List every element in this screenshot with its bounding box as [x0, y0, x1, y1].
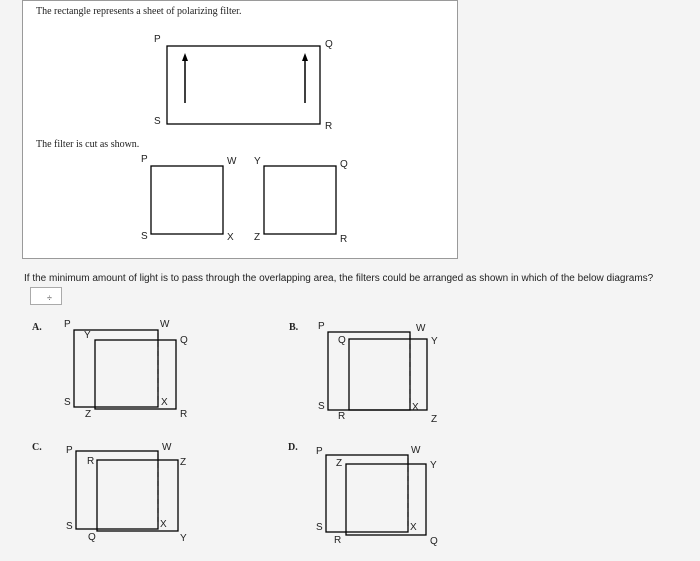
option-b-label-s: S — [318, 401, 325, 412]
option-a-label-x: X — [161, 397, 168, 408]
option-b-letter: B. — [289, 322, 299, 333]
option-c-label-q: Q — [88, 532, 96, 543]
option-c-label-y: Y — [180, 533, 187, 544]
cut-label-r: R — [340, 234, 348, 245]
question-text — [24, 270, 694, 307]
option-d-label-w: W — [411, 445, 421, 456]
option-c-label-r: R — [87, 456, 95, 467]
rect-label-q: Q — [325, 39, 333, 50]
option-c-label-z: Z — [180, 457, 187, 468]
option-c-label-s: S — [66, 521, 73, 532]
option-d-label-z: Z — [336, 458, 343, 469]
option-a-label-p: P — [64, 319, 71, 330]
question-body: If the minimum amount of light is to pass through the overlapping area, the filters could be arranged as shown in which of the below diagrams? — [24, 273, 654, 284]
cut-piece-right — [264, 166, 336, 234]
rect-label-s: S — [154, 116, 161, 127]
rect-label-p: P — [154, 34, 161, 45]
option-d-label-x: X — [410, 522, 417, 533]
option-a-label-z: Z — [85, 409, 92, 420]
option-c-letter: C. — [32, 442, 42, 453]
intro-text: The rectangle represents a sheet of polarizing filter. — [36, 6, 242, 17]
answer-select[interactable] — [30, 287, 62, 305]
option-d-label-s: S — [316, 522, 323, 533]
option-d-label-y: Y — [430, 460, 437, 471]
option-d-label-p: P — [316, 446, 323, 457]
cut-piece-left — [151, 166, 223, 234]
option-d-label-q: Q — [430, 536, 438, 547]
option-a-label-r: R — [180, 409, 188, 420]
cut-label-w: W — [227, 156, 237, 167]
option-a-label-q: Q — [180, 335, 188, 346]
option-b-label-y: Y — [431, 336, 438, 347]
arrowhead-right-icon — [302, 53, 308, 61]
option-c-label-x: X — [160, 519, 167, 530]
cut-label-z: Z — [254, 232, 261, 243]
cut-text: The filter is cut as shown. — [36, 139, 140, 150]
cut-label-y: Y — [254, 156, 261, 167]
arrowhead-left-icon — [182, 53, 188, 61]
option-a-label-y: Y — [84, 330, 91, 341]
option-b-label-w: W — [416, 323, 426, 334]
select-caret-icon: ÷ — [47, 293, 52, 303]
option-b-label-x: X — [412, 402, 419, 413]
option-a-letter: A. — [32, 322, 42, 333]
rect-label-r: R — [325, 121, 333, 132]
option-c-label-w: W — [162, 442, 172, 453]
cut-label-x: X — [227, 232, 234, 243]
option-c-label-p: P — [66, 445, 73, 456]
option-b-label-r: R — [338, 411, 346, 422]
option-b-label-q: Q — [338, 335, 346, 346]
option-d-label-r: R — [334, 535, 342, 546]
option-b-label-p: P — [318, 321, 325, 332]
cut-label-p: P — [141, 154, 148, 165]
filter-rectangle — [167, 46, 320, 124]
cut-label-s: S — [141, 231, 148, 242]
cut-label-q: Q — [340, 159, 348, 170]
option-b-label-z: Z — [431, 414, 438, 425]
option-a-label-w: W — [160, 319, 170, 330]
option-d-letter: D. — [288, 442, 298, 453]
option-a-label-s: S — [64, 397, 71, 408]
